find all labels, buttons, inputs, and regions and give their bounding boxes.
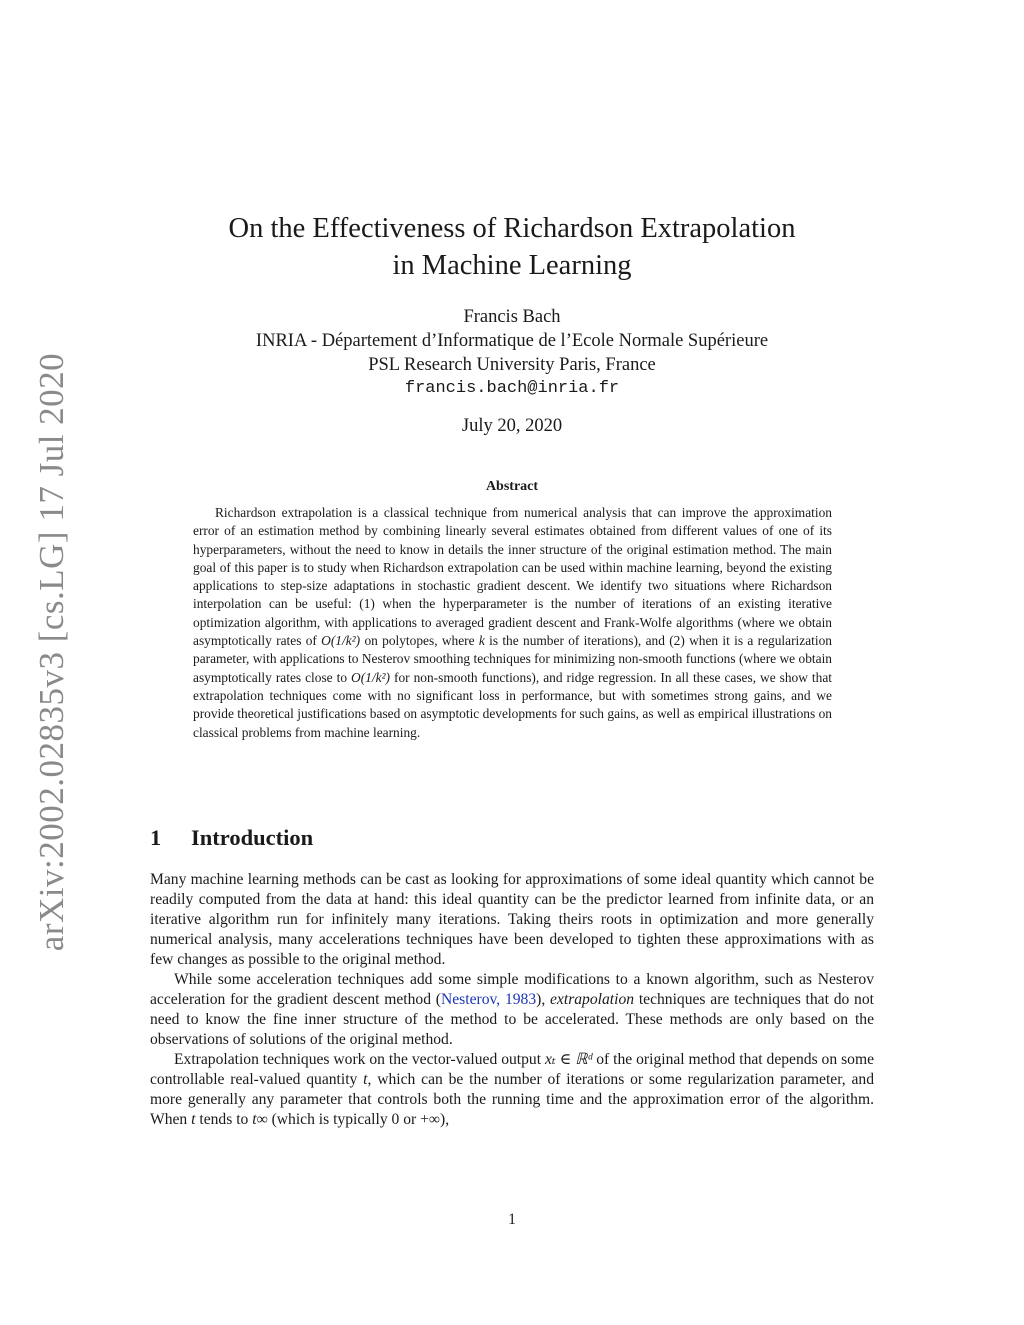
paper-title [150,210,874,284]
inline-math: t∞ [252,1111,268,1128]
title-line-1: On the Effectiveness of Richardson Extrapolation [228,213,796,244]
title-line-2: in Machine Learning [392,250,632,281]
inline-math: t [363,1071,368,1088]
abstract-math: O(1/k²) [321,633,361,649]
abstract-text-part: on polytopes, where [360,633,479,649]
intro-paragraph-1: Many machine learning methods can be cast as looking for approximations of some ideal quantity which cannot be readily computed from the data at hand: this ideal quantity can be the predictor learned from infinite data, or an iterative algorithm run for infinitely many iterations. Taking theirs roots in optimization and more generally numerical analysis, many accelerations techniques have been developed to tighten these approximations with as few changes as possible to the original method. [150,871,874,968]
abstract-math: k [478,633,485,649]
abstract-math: O(1/k²) [351,669,390,685]
author-name: Francis Bach [463,307,561,327]
intro-paragraph-3 [150,1050,874,1130]
abstract-text-part: is the number of iterations), and (2) when it is a regularization parameter, with applications to Nesterov smoothing techniques for minimizing non-smooth functions (where we obtain asymptotically rates close to [193,633,832,685]
intro-text-part: ), [536,991,551,1008]
abstract-text [193,504,832,742]
intro-text-part: techniques are techniques that do not need to know the fine inner structure of the method to be accelerated. These methods are only based on the observations of solutions of the original method. [150,991,874,1048]
inline-math: t [191,1111,196,1128]
author-affiliation-2: PSL Research University Paris, France [368,355,656,375]
abstract-text-part: for non-smooth functions), and ridge regression. In all these cases, we show that extrapolation techniques come with no significant loss in performance, but with sometimes strong gains, and we provide theoretical justifications based on asymptotic developments for such gains, as well as empirical illustrations on classical problems from machine learning. [193,669,833,740]
section-number: 1 [150,825,162,850]
arxiv-identifier-stamp: arXiv:2002.02835v3 [cs.LG] 17 Jul 2020 [32,352,71,952]
author-email: francis.bach@inria.fr [404,379,620,398]
author-affiliation-1: INRIA - Département d’Informatique de l’Ecole Normale Supérieure [255,331,769,351]
emphasis-extrapolation: extrapolation [550,991,635,1008]
section-heading-introduction [150,825,313,851]
paper-date: July 20, 2020 [461,416,563,436]
intro-text-part: Extrapolation techniques work on the vector-valued output [174,1051,545,1068]
introduction-body [150,870,874,1130]
intro-text-part: , which can be the number of iterations or some regularization parameter, and more generally any parameter that controls both the running time and the approximation error of the algorithm. When [150,1071,874,1128]
citation-author: Nesterov [441,991,497,1008]
intro-text-part: (which is typically 0 or +∞), [267,1111,450,1128]
intro-text-part: While some acceleration techniques add some simple modifications to a known algorithm, such as Nesterov acceleration for the gradient descent method ( [150,971,874,1008]
abstract-heading: Abstract [485,479,539,494]
abstract-text-part: Richardson extrapolation is a classical technique from numerical analysis that can improve the approximation error of an estimation method by combining linearly several estimates obtained from different values of one of its hyperparameters, without the need to know in details the inner structure of the original estimation method. The main goal of this paper is to study when Richardson extrapolation can be used within machine learning, beyond the existing applications to step-size adaptations in stochastic gradient descent. We identify two situations where Richardson interpolation can be useful: (1) when the hyperparameter is the number of iterations of an existing iterative optimization algorithm, with applications to averaged gradient descent and Frank-Wolfe algorithms (where we obtain asymptotically rates of [193,505,832,649]
intro-paragraph-2 [150,970,874,1050]
section-title: Introduction [191,825,314,850]
page-number: 1 [508,1211,516,1228]
citation-nesterov-1983[interactable] [441,991,536,1008]
citation-separator: , [496,991,505,1008]
intro-text-part: of the original method that depends on some controllable real-valued quantity [150,1051,874,1088]
intro-text-part: tends to [195,1111,253,1128]
citation-year: 1983 [504,991,537,1008]
inline-math: xₜ ∈ ℝᵈ [544,1051,593,1068]
author-block [150,305,874,401]
